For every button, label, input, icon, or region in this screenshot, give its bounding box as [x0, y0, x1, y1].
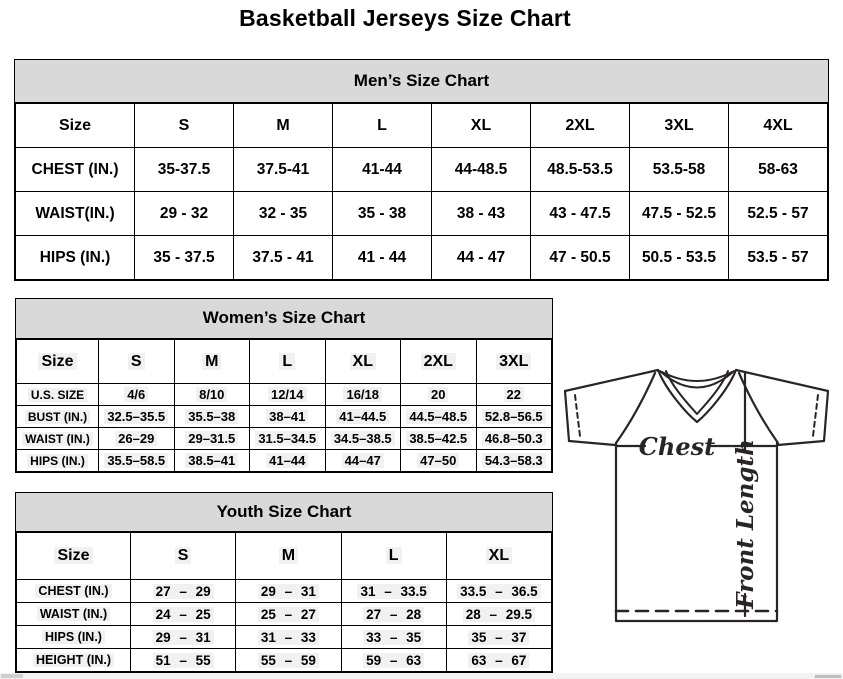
value-text: 26–29	[115, 431, 157, 446]
row-label-text: HEIGHT (IN.)	[33, 653, 114, 667]
value-cell	[729, 192, 828, 236]
value-cell	[99, 406, 175, 428]
value-cell	[135, 148, 234, 192]
womens-size-chart	[15, 298, 553, 473]
value-cell	[99, 384, 175, 406]
value-text: 33.5 – 36.5	[457, 584, 541, 599]
value-cell	[325, 428, 401, 450]
value-text: 41–44.5	[336, 409, 389, 424]
header-text: S	[175, 547, 192, 564]
youth-chart-title: Youth Size Chart	[16, 493, 552, 532]
value-text: 46.8–50.3	[482, 431, 546, 446]
row-label	[17, 384, 99, 406]
value-cell	[630, 148, 729, 192]
header-text: XL	[470, 116, 492, 134]
value-text: 63 – 67	[468, 653, 529, 668]
value-cell	[630, 236, 729, 280]
jersey-collar-back-arc-2	[660, 371, 734, 388]
jersey-measurement-diagram	[558, 354, 842, 640]
column-header	[729, 104, 828, 148]
column-header	[131, 533, 236, 580]
value-cell	[446, 649, 551, 672]
column-header	[174, 340, 250, 384]
value-text: 38.5–41	[185, 453, 238, 468]
jersey-right-cuff-dashed-line	[813, 395, 818, 436]
header-text: M	[202, 353, 221, 370]
header-text: 4XL	[763, 116, 793, 134]
value-text: 55 – 59	[258, 653, 319, 668]
value-text: 43 - 47.5	[549, 204, 611, 222]
column-header	[333, 104, 432, 148]
row-label-text: BUST (IN.)	[25, 410, 90, 424]
header-text: 3XL	[664, 116, 694, 134]
value-cell	[531, 148, 630, 192]
value-cell	[476, 384, 552, 406]
row-label	[17, 626, 131, 649]
value-cell	[236, 580, 341, 603]
value-text: 47.5 - 52.5	[641, 204, 717, 222]
column-header	[234, 104, 333, 148]
table-row	[17, 384, 552, 406]
chest-label: Chest	[638, 432, 716, 461]
column-header	[476, 340, 552, 384]
value-cell	[341, 603, 446, 626]
value-text: 29 – 31	[153, 630, 214, 645]
header-text: 2XL	[565, 116, 595, 134]
value-text: 41–44	[266, 453, 308, 468]
value-text: 34.5–38.5	[331, 431, 395, 446]
value-cell	[476, 450, 552, 472]
row-label	[17, 450, 99, 472]
value-cell	[236, 626, 341, 649]
value-text: 38 - 43	[456, 204, 506, 222]
value-text: 44-48.5	[454, 160, 508, 178]
value-text: 33 – 35	[363, 630, 424, 645]
value-cell	[401, 450, 477, 472]
value-text: 29–31.5	[185, 431, 238, 446]
women-table	[16, 339, 552, 472]
value-cell	[174, 384, 250, 406]
value-cell	[131, 603, 236, 626]
value-cell	[234, 192, 333, 236]
value-cell	[99, 450, 175, 472]
header-text: XL	[350, 353, 376, 370]
value-cell	[131, 649, 236, 672]
value-text: 50.5 - 53.5	[641, 248, 717, 266]
table-row	[17, 580, 552, 603]
header-text: Size	[38, 353, 76, 370]
men-table	[15, 103, 828, 280]
value-cell	[325, 384, 401, 406]
value-cell	[131, 580, 236, 603]
size-corner-header	[17, 340, 99, 384]
value-text: 51 – 55	[153, 653, 214, 668]
front-length-label: Front Length	[732, 439, 759, 609]
header-text: Size	[54, 547, 92, 564]
value-text: 16/18	[343, 387, 382, 402]
value-text: 32.5–35.5	[104, 409, 168, 424]
value-text: 47–50	[417, 453, 459, 468]
value-cell	[325, 450, 401, 472]
table-row	[16, 148, 828, 192]
value-cell	[236, 603, 341, 626]
header-text: L	[279, 353, 295, 370]
value-text: 31.5–34.5	[255, 431, 319, 446]
value-text: 29 - 32	[159, 204, 209, 222]
value-cell	[401, 406, 477, 428]
value-text: 37.5-41	[256, 160, 310, 178]
value-text: 44.5–48.5	[406, 409, 470, 424]
value-text: 20	[428, 387, 448, 402]
value-text: 35-37.5	[157, 160, 211, 178]
value-cell	[174, 406, 250, 428]
value-text: 44 - 47	[456, 248, 506, 266]
header-text: M	[276, 116, 290, 134]
table-row	[16, 236, 828, 280]
header-text: L	[377, 116, 387, 134]
value-text: 35.5–38	[185, 409, 238, 424]
value-text: 27 – 29	[153, 584, 214, 599]
value-cell	[729, 236, 828, 280]
row-label	[16, 148, 135, 192]
horizontal-scrollbar[interactable]	[0, 673, 843, 679]
value-cell	[250, 450, 326, 472]
size-corner-header	[17, 533, 131, 580]
value-cell	[446, 603, 551, 626]
youth-table	[16, 532, 552, 672]
row-label-text: U.S. SIZE	[28, 388, 87, 402]
table-row	[17, 450, 552, 472]
value-text: 48.5-53.5	[547, 160, 613, 178]
value-cell	[446, 626, 551, 649]
value-text: 25 – 27	[258, 607, 319, 622]
value-cell	[341, 626, 446, 649]
value-cell	[333, 236, 432, 280]
header-text: L	[386, 547, 402, 564]
value-text: 35 - 38	[357, 204, 407, 222]
row-label-text: CHEST (IN.)	[35, 584, 111, 598]
value-text: 38.5–42.5	[406, 431, 470, 446]
value-text: 24 – 25	[153, 607, 214, 622]
header-text: Size	[58, 116, 91, 134]
youth-size-chart	[15, 492, 553, 673]
value-text: 35 - 37.5	[153, 248, 215, 266]
value-text: 35.5–58.5	[104, 453, 168, 468]
column-header	[135, 104, 234, 148]
value-text: 52.8–56.5	[482, 409, 546, 424]
row-label-text: CHEST (IN.)	[31, 160, 119, 178]
column-header	[99, 340, 175, 384]
value-cell	[446, 580, 551, 603]
value-text: 41-44	[362, 160, 402, 178]
men-chart-title: Men’s Size Chart	[15, 60, 828, 103]
jersey-diagram-svg	[558, 354, 842, 640]
value-cell	[99, 428, 175, 450]
value-cell	[250, 428, 326, 450]
women-chart-title: Women’s Size Chart	[16, 299, 552, 339]
header-row	[17, 340, 552, 384]
table-row	[17, 626, 552, 649]
value-cell	[250, 406, 326, 428]
table-row	[17, 649, 552, 672]
value-text: 27 – 28	[363, 607, 424, 622]
column-header	[341, 533, 446, 580]
value-text: 35 – 37	[468, 630, 529, 645]
table-row	[17, 428, 552, 450]
value-text: 28 – 29.5	[463, 607, 535, 622]
value-text: 8/10	[196, 387, 227, 402]
column-header	[401, 340, 477, 384]
header-row	[16, 104, 828, 148]
header-text: XL	[486, 547, 512, 564]
value-cell	[131, 626, 236, 649]
value-cell	[135, 236, 234, 280]
row-label	[17, 603, 131, 626]
value-cell	[234, 148, 333, 192]
value-text: 38–41	[266, 409, 308, 424]
value-cell	[325, 406, 401, 428]
value-text: 53.5 - 57	[747, 248, 809, 266]
column-header	[446, 533, 551, 580]
value-text: 31 – 33.5	[357, 584, 429, 599]
header-text: M	[279, 547, 298, 564]
value-cell	[476, 428, 552, 450]
column-header	[531, 104, 630, 148]
value-text: 58-63	[758, 160, 798, 178]
value-text: 4/6	[124, 387, 148, 402]
row-label-text: WAIST(IN.)	[35, 204, 115, 222]
table-row	[17, 406, 552, 428]
row-label-text: HIPS (IN.)	[42, 630, 105, 644]
row-label	[17, 580, 131, 603]
jersey-left-cuff-dashed-line	[575, 395, 580, 436]
value-cell	[432, 236, 531, 280]
value-text: 52.5 - 57	[747, 204, 809, 222]
size-corner-header	[16, 104, 135, 148]
column-header	[250, 340, 326, 384]
value-cell	[333, 192, 432, 236]
value-text: 44–47	[342, 453, 384, 468]
value-cell	[432, 148, 531, 192]
row-label-text: HIPS (IN.)	[27, 454, 88, 468]
value-cell	[236, 649, 341, 672]
value-cell	[401, 428, 477, 450]
value-cell	[250, 384, 326, 406]
value-cell	[341, 649, 446, 672]
scrollbar-thumb[interactable]	[1, 674, 23, 678]
value-cell	[333, 148, 432, 192]
value-cell	[234, 236, 333, 280]
value-cell	[531, 236, 630, 280]
value-text: 31 – 33	[258, 630, 319, 645]
value-text: 37.5 - 41	[252, 248, 314, 266]
value-cell	[432, 192, 531, 236]
column-header	[236, 533, 341, 580]
value-text: 32 - 35	[258, 204, 308, 222]
value-cell	[476, 406, 552, 428]
header-text: 2XL	[421, 353, 456, 370]
value-text: 22	[504, 387, 524, 402]
value-text: 12/14	[268, 387, 307, 402]
value-text: 53.5-58	[652, 160, 706, 178]
table-row	[16, 192, 828, 236]
header-text: S	[178, 116, 190, 134]
row-label	[16, 192, 135, 236]
page-title: Basketball Jerseys Size Chart	[239, 5, 571, 31]
row-label	[16, 236, 135, 280]
row-label	[17, 649, 131, 672]
value-cell	[174, 450, 250, 472]
column-header	[325, 340, 401, 384]
table-row	[17, 603, 552, 626]
row-label-text: HIPS (IN.)	[39, 248, 111, 266]
value-cell	[630, 192, 729, 236]
row-label-text: WAIST (IN.)	[37, 607, 110, 621]
value-text: 59 – 63	[363, 653, 424, 668]
value-cell	[174, 428, 250, 450]
value-cell	[729, 148, 828, 192]
header-row	[17, 533, 552, 580]
value-text: 54.3–58.3	[482, 453, 546, 468]
header-text: S	[128, 353, 145, 370]
value-text: 29 – 31	[258, 584, 319, 599]
header-text: 3XL	[496, 353, 531, 370]
mens-size-chart	[14, 59, 829, 281]
row-label	[17, 428, 99, 450]
row-label	[17, 406, 99, 428]
value-text: 41 - 44	[357, 248, 407, 266]
scrollbar-right-piece[interactable]	[815, 675, 841, 678]
value-cell	[341, 580, 446, 603]
column-header	[432, 104, 531, 148]
column-header	[630, 104, 729, 148]
value-cell	[531, 192, 630, 236]
value-cell	[401, 384, 477, 406]
value-text: 47 - 50.5	[549, 248, 611, 266]
value-cell	[135, 192, 234, 236]
row-label-text: WAIST (IN.)	[22, 432, 93, 446]
